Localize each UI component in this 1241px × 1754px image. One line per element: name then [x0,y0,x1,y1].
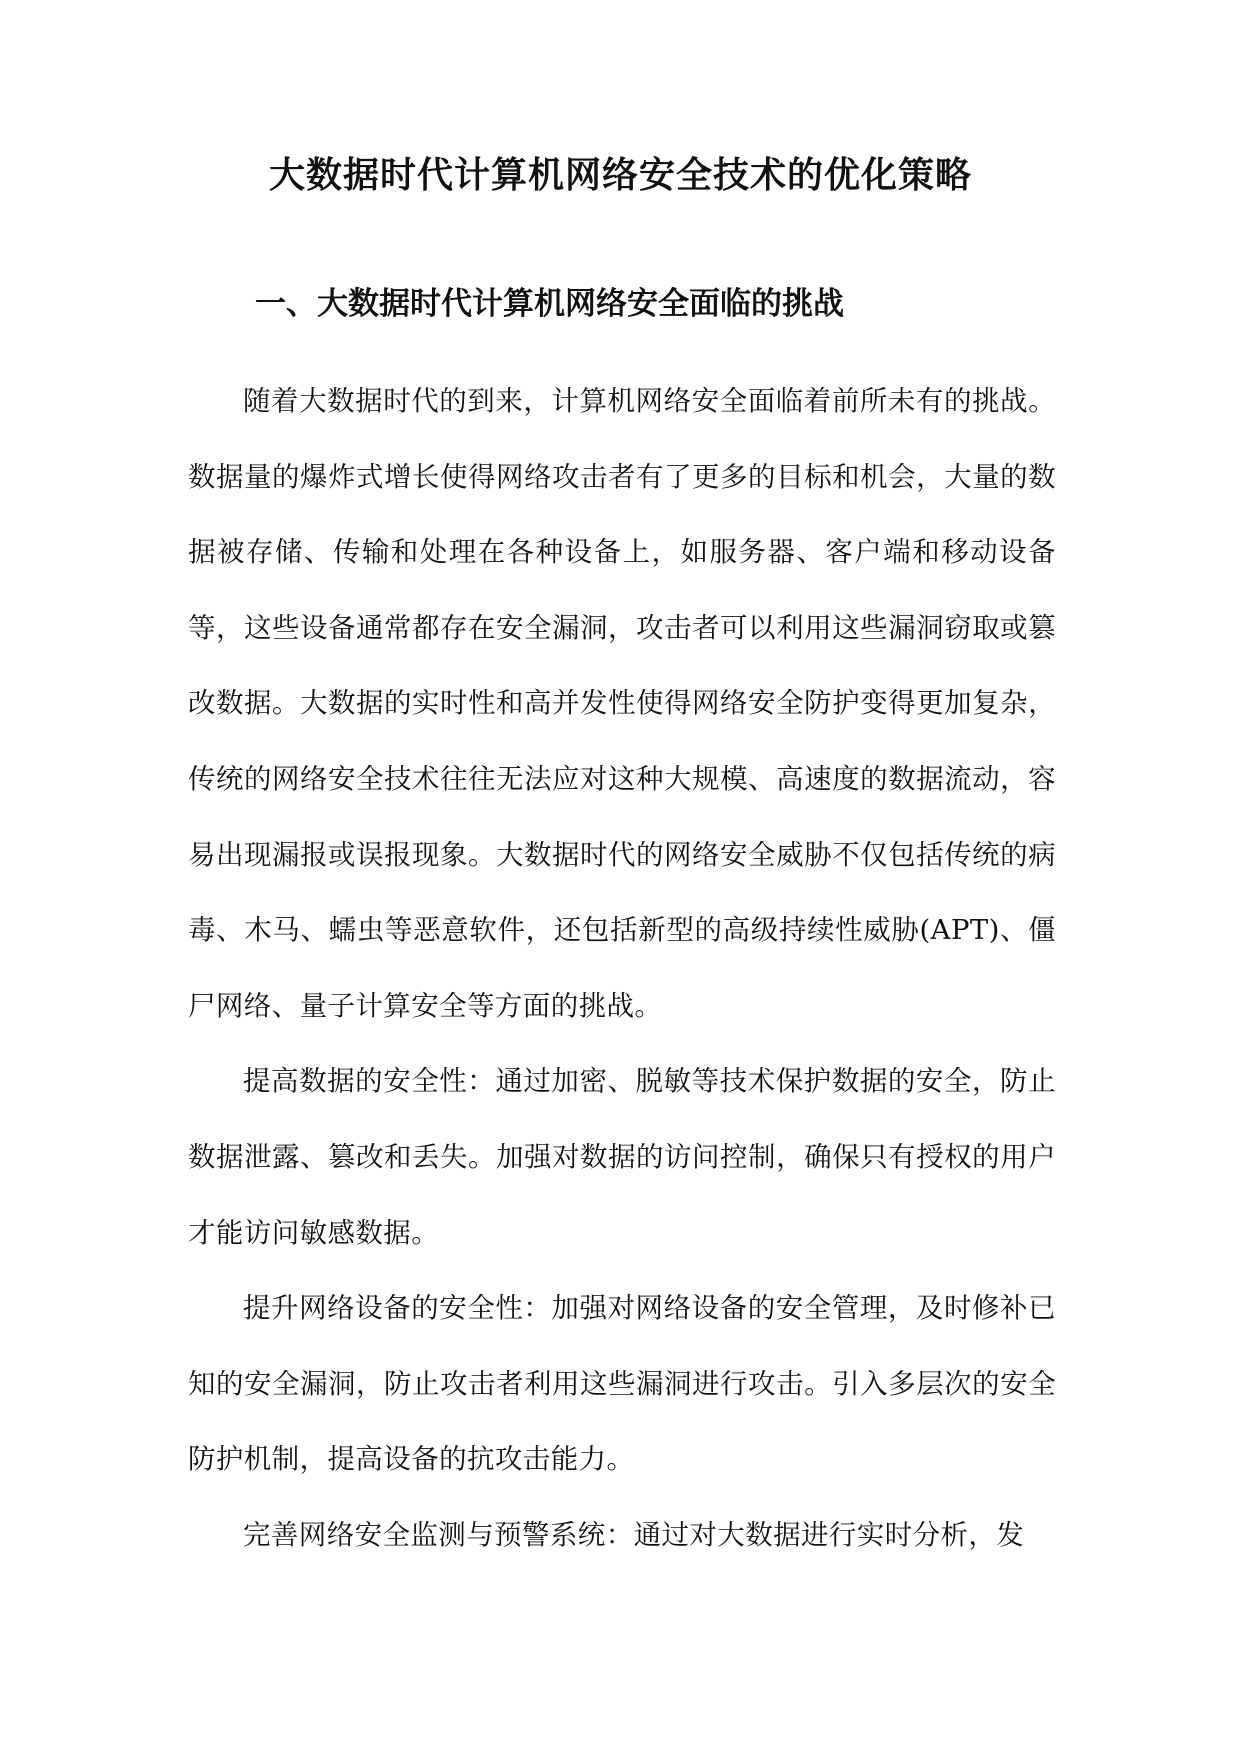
section-heading: 一、大数据时代计算机网络安全面临的挑战 [255,286,844,322]
paragraph-device-security: 提升网络设备的安全性：加强对网络设备的安全管理，及时修补已知的安全漏洞，防止攻击者利用这些漏洞进行攻击。引入多层次的安全防护机制，提高设备的抗攻击能力。 [188,1292,1056,1476]
paragraph-data-security: 提高数据的安全性：通过加密、脱敏等技术保护数据的安全，防止数据泄露、篡改和丢失。加强对数据的访问控制，确保只有授权的用户才能访问敏感数据。 [188,1065,1056,1249]
document-title: 大数据时代计算机网络安全技术的优化策略 [268,155,972,196]
document-body [188,364,1056,1574]
paragraph-monitoring: 完善网络安全监测与预警系统：通过对大数据进行实时分析，发 [243,1518,1025,1551]
paragraph-challenges: 随着大数据时代的到来，计算机网络安全面临着前所未有的挑战。数据量的爆炸式增长使得网络攻击者有了更多的目标和机会，大量的数据被存储、传输和处理在各种设备上，如服务器、客户端和移动设备等，这些设备通常都存在安全漏洞，攻击者可以利用这些漏洞窃取或篡改数据。大数据的实时性和高并发性使得网络安全防护变得更加复杂，传统的网络安全技术往往无法应对这种大规模、高速度的数据流动，容易出现漏报或误报现象。大数据时代的网络安全威胁不仅包括传统的病毒、木马、蠕虫等恶意软件，还包括新型的高级持续性威胁(APT)、僵尸网络、量子计算安全等方面的挑战。 [188,385,1056,1022]
